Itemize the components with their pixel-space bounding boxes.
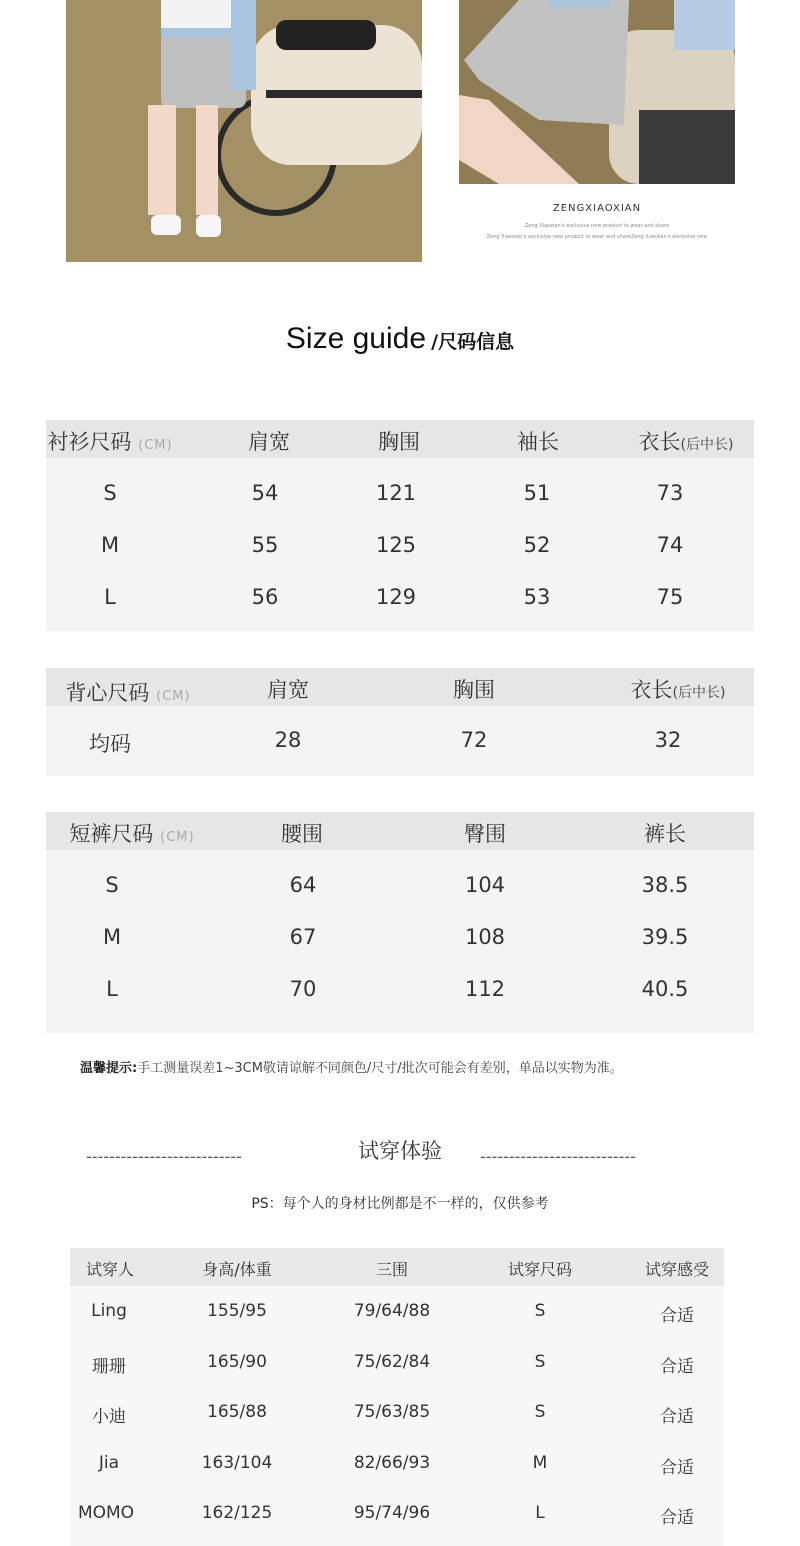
measurements: 82/66/93 (353, 1452, 431, 1473)
tester-name: Ling (91, 1301, 127, 1321)
value-cell: 64 (289, 873, 317, 897)
table-row (46, 468, 754, 520)
value-cell: 54 (251, 481, 279, 505)
size-cell: S (103, 481, 117, 505)
table-row (70, 1443, 724, 1494)
product-photo-left (66, 0, 422, 262)
note-label: 温馨提示: (80, 1061, 138, 1076)
shirt-size-table (46, 420, 754, 631)
size-guide-title (0, 322, 800, 356)
table-row (70, 1342, 724, 1393)
title-sub: /尺码信息 (431, 331, 515, 353)
tried-size: L (535, 1503, 545, 1523)
tried-size: S (534, 1351, 546, 1372)
tried-size: M (532, 1452, 548, 1473)
table-row (46, 860, 754, 912)
measurements: 95/74/96 (353, 1503, 431, 1523)
header-chest: 胸围 (453, 678, 495, 702)
feeling: 合适 (660, 1306, 694, 1326)
value-cell: 70 (289, 977, 317, 1001)
feeling: 合适 (660, 1508, 694, 1528)
size-cell: M (102, 925, 122, 949)
value-cell: 28 (274, 728, 302, 752)
table-header (46, 668, 754, 706)
value-cell: 104 (464, 873, 506, 897)
header-waist: 腰围 (281, 822, 323, 846)
tried-size: S (534, 1301, 546, 1321)
height-weight: 162/125 (201, 1503, 273, 1523)
header-shoulder: 肩宽 (248, 430, 290, 454)
tester-name: Jia (98, 1452, 120, 1473)
table-header (70, 1248, 724, 1286)
header-size: 衬衫尺码 (CM) (47, 430, 173, 454)
feeling: 合适 (660, 1356, 694, 1377)
title-main: Size guide (285, 322, 427, 355)
tried-size: S (534, 1402, 546, 1422)
header-tried-size: 试穿尺码 (507, 1260, 573, 1279)
header-size: 背心尺码 (CM) (65, 681, 191, 705)
height-weight: 165/90 (207, 1351, 267, 1372)
value-cell: 39.5 (641, 925, 689, 949)
header-size: 短裤尺码 (CM) (69, 822, 195, 846)
table-row (46, 572, 754, 624)
value-cell: 38.5 (641, 873, 689, 897)
value-cell: 56 (251, 585, 279, 609)
header-measurements: 三围 (375, 1260, 409, 1279)
divider-right: --------------------------- (480, 1147, 636, 1166)
value-cell: 72 (460, 728, 488, 752)
tester-name: MOMO (77, 1503, 135, 1523)
height-weight: 163/104 (201, 1452, 273, 1473)
value-cell: 108 (464, 925, 506, 949)
table-row (46, 706, 754, 776)
feeling: 合适 (660, 1407, 694, 1427)
table-row (46, 964, 754, 1016)
tryon-title: 试穿体验 (358, 1139, 442, 1163)
header-length: 衣长(后中长) (630, 678, 726, 702)
table-row (46, 520, 754, 572)
brand-name: ZENGXIAOXIAN (552, 203, 642, 214)
brand-tagline: Zeng Xiaoxian's exclusive new product to wear and share (524, 223, 670, 229)
value-cell: 73 (656, 481, 684, 505)
size-cell: L (104, 585, 116, 609)
note-text: 手工测量误差1~3CM敬请谅解不同颜色/尺寸/批次可能会有差别，单品以实物为准。 (137, 1061, 623, 1076)
value-cell: 40.5 (641, 977, 689, 1001)
height-weight: 155/95 (207, 1301, 267, 1321)
value-cell: 55 (251, 533, 279, 557)
feeling: 合适 (660, 1457, 694, 1478)
header-hip: 臀围 (464, 822, 506, 846)
measurements: 75/63/85 (353, 1402, 431, 1422)
value-cell: 52 (523, 533, 551, 557)
value-cell: 75 (656, 585, 684, 609)
value-cell: 32 (654, 728, 682, 752)
header-feeling: 试穿感受 (644, 1260, 710, 1279)
table-header (46, 420, 754, 458)
value-cell: 129 (375, 585, 417, 609)
size-cell: L (106, 977, 118, 1001)
tryon-table (70, 1248, 724, 1546)
measurement-note (80, 1057, 623, 1076)
measurements: 79/64/88 (353, 1301, 431, 1321)
tester-name: 珊珊 (92, 1356, 126, 1377)
header-shoulder: 肩宽 (267, 678, 309, 702)
value-cell: 121 (375, 481, 417, 505)
header-length: 衣长(后中长) (638, 430, 734, 454)
value-cell: 53 (523, 585, 551, 609)
value-cell: 74 (656, 533, 684, 557)
height-weight: 165/88 (207, 1402, 267, 1422)
size-cell: M (100, 533, 120, 557)
divider-left: --------------------------- (86, 1147, 242, 1166)
table-row (70, 1493, 724, 1544)
vest-size-table (46, 668, 754, 776)
size-cell: 均码 (89, 732, 131, 756)
value-cell: 67 (289, 925, 317, 949)
header-length: 裤长 (644, 822, 686, 846)
table-header (46, 812, 754, 850)
table-row (46, 912, 754, 964)
value-cell: 112 (464, 977, 506, 1001)
measurements: 75/62/84 (353, 1351, 431, 1372)
size-cell: S (105, 873, 119, 897)
header-tester: 试穿人 (85, 1260, 135, 1279)
header-chest: 胸围 (378, 430, 420, 454)
table-row (70, 1291, 724, 1342)
tryon-ps: PS：每个人的身材比例都是不一样的，仅供参考 (251, 1196, 549, 1212)
tester-name: 小迪 (92, 1407, 126, 1427)
table-row (70, 1392, 724, 1443)
header-height-weight: 身高/体重 (202, 1260, 272, 1279)
value-cell: 51 (523, 481, 551, 505)
brand-tagline-repeat: Zeng Xiaoxian's exclusive new product to wear and shareZeng Xiaoxian's exclusive new (486, 234, 708, 240)
header-sleeve: 袖长 (517, 430, 559, 454)
product-photo-right (459, 0, 735, 184)
value-cell: 125 (375, 533, 417, 557)
shorts-size-table (46, 812, 754, 1033)
